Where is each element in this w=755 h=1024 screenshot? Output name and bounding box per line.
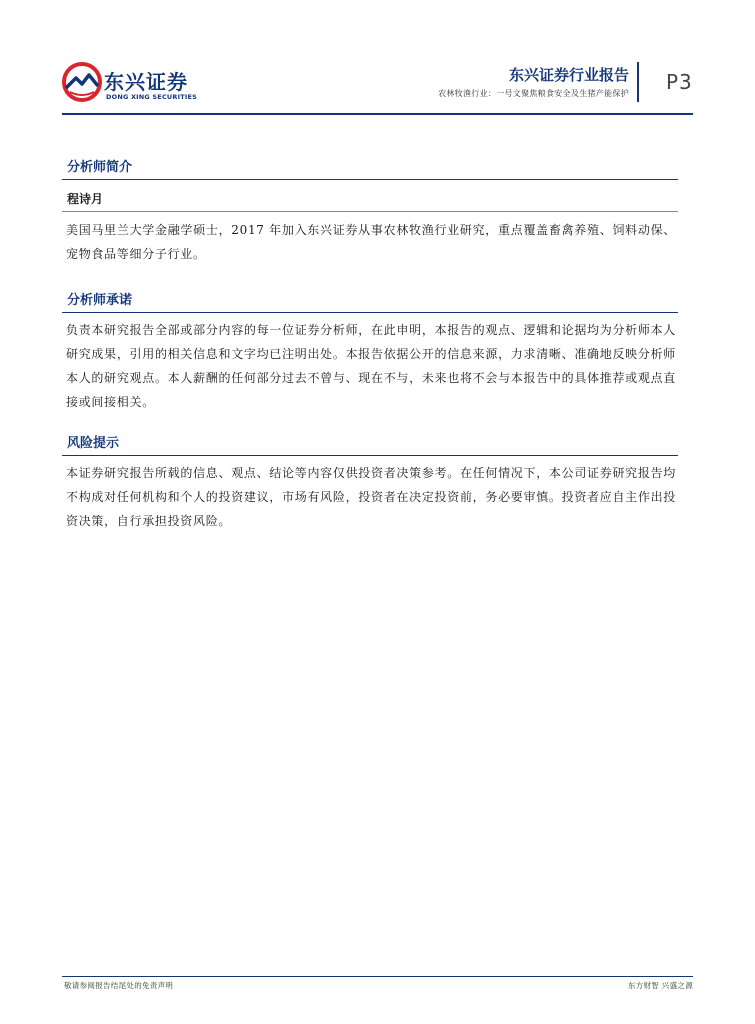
footer-rule — [62, 976, 693, 977]
header-rule — [62, 113, 693, 115]
company-logo — [62, 62, 197, 106]
page-header — [0, 0, 755, 118]
section-heading-risk-notice — [62, 433, 678, 456]
section-heading-label: 分析师简介 — [67, 160, 133, 175]
page-number: P3 — [666, 70, 693, 94]
logo-text-cn: 东兴证券 — [104, 70, 188, 94]
analyst-name: 程诗月 — [67, 192, 104, 206]
logo-emblem-icon — [62, 62, 104, 104]
header-divider — [637, 62, 639, 102]
logo-text-en: DONG XING SECURITIES — [106, 93, 197, 101]
report-subtitle: 农林牧渔行业：一号文聚焦粮食安全及生猪产能保护 — [438, 89, 629, 98]
analyst-pledge-text: 负责本研究报告全部或部分内容的每一位证券分析师，在此申明，本报告的观点、逻辑和论据均为分析师本人研究成果，引用的相关信息和文字均已注明出处。本报告依据公开的信息来源，力求清晰、准确地反映分析师本人的研究观点。本人薪酬的任何部分过去不曾与、现在不与，未来也将不会与本报告中的具体推荐或观点直接或间接相关。 — [66, 323, 676, 409]
risk-notice-text: 本证券研究报告所载的信息、观点、结论等内容仅供投资者决策参考。在任何情况下，本公司证券研究报告均不构成对任何机构和个人的投资建议，市场有风险，投资者在决定投资前，务必要审慎。投资者应自主作出投资决策，自行承担投资风险。 — [66, 466, 676, 528]
analyst-bio: 美国马里兰大学金融学硕士，2017 年加入东兴证券从事农林牧渔行业研究，重点覆盖畜禽养殖、饲料动保、宠物食品等细分子行业。 — [66, 223, 676, 261]
section-heading-label: 分析师承诺 — [67, 293, 133, 308]
footer-slogan: 东方财智 兴盛之源 — [627, 981, 693, 990]
analyst-name-row — [62, 189, 678, 212]
section-heading-analyst-pledge — [62, 290, 678, 313]
footer-disclaimer-note: 敬请参阅报告结尾处的免责声明 — [64, 981, 174, 990]
section-heading-analyst-intro — [62, 157, 678, 180]
section-heading-label: 风险提示 — [67, 436, 120, 451]
report-title: 东兴证券行业报告 — [508, 66, 629, 84]
